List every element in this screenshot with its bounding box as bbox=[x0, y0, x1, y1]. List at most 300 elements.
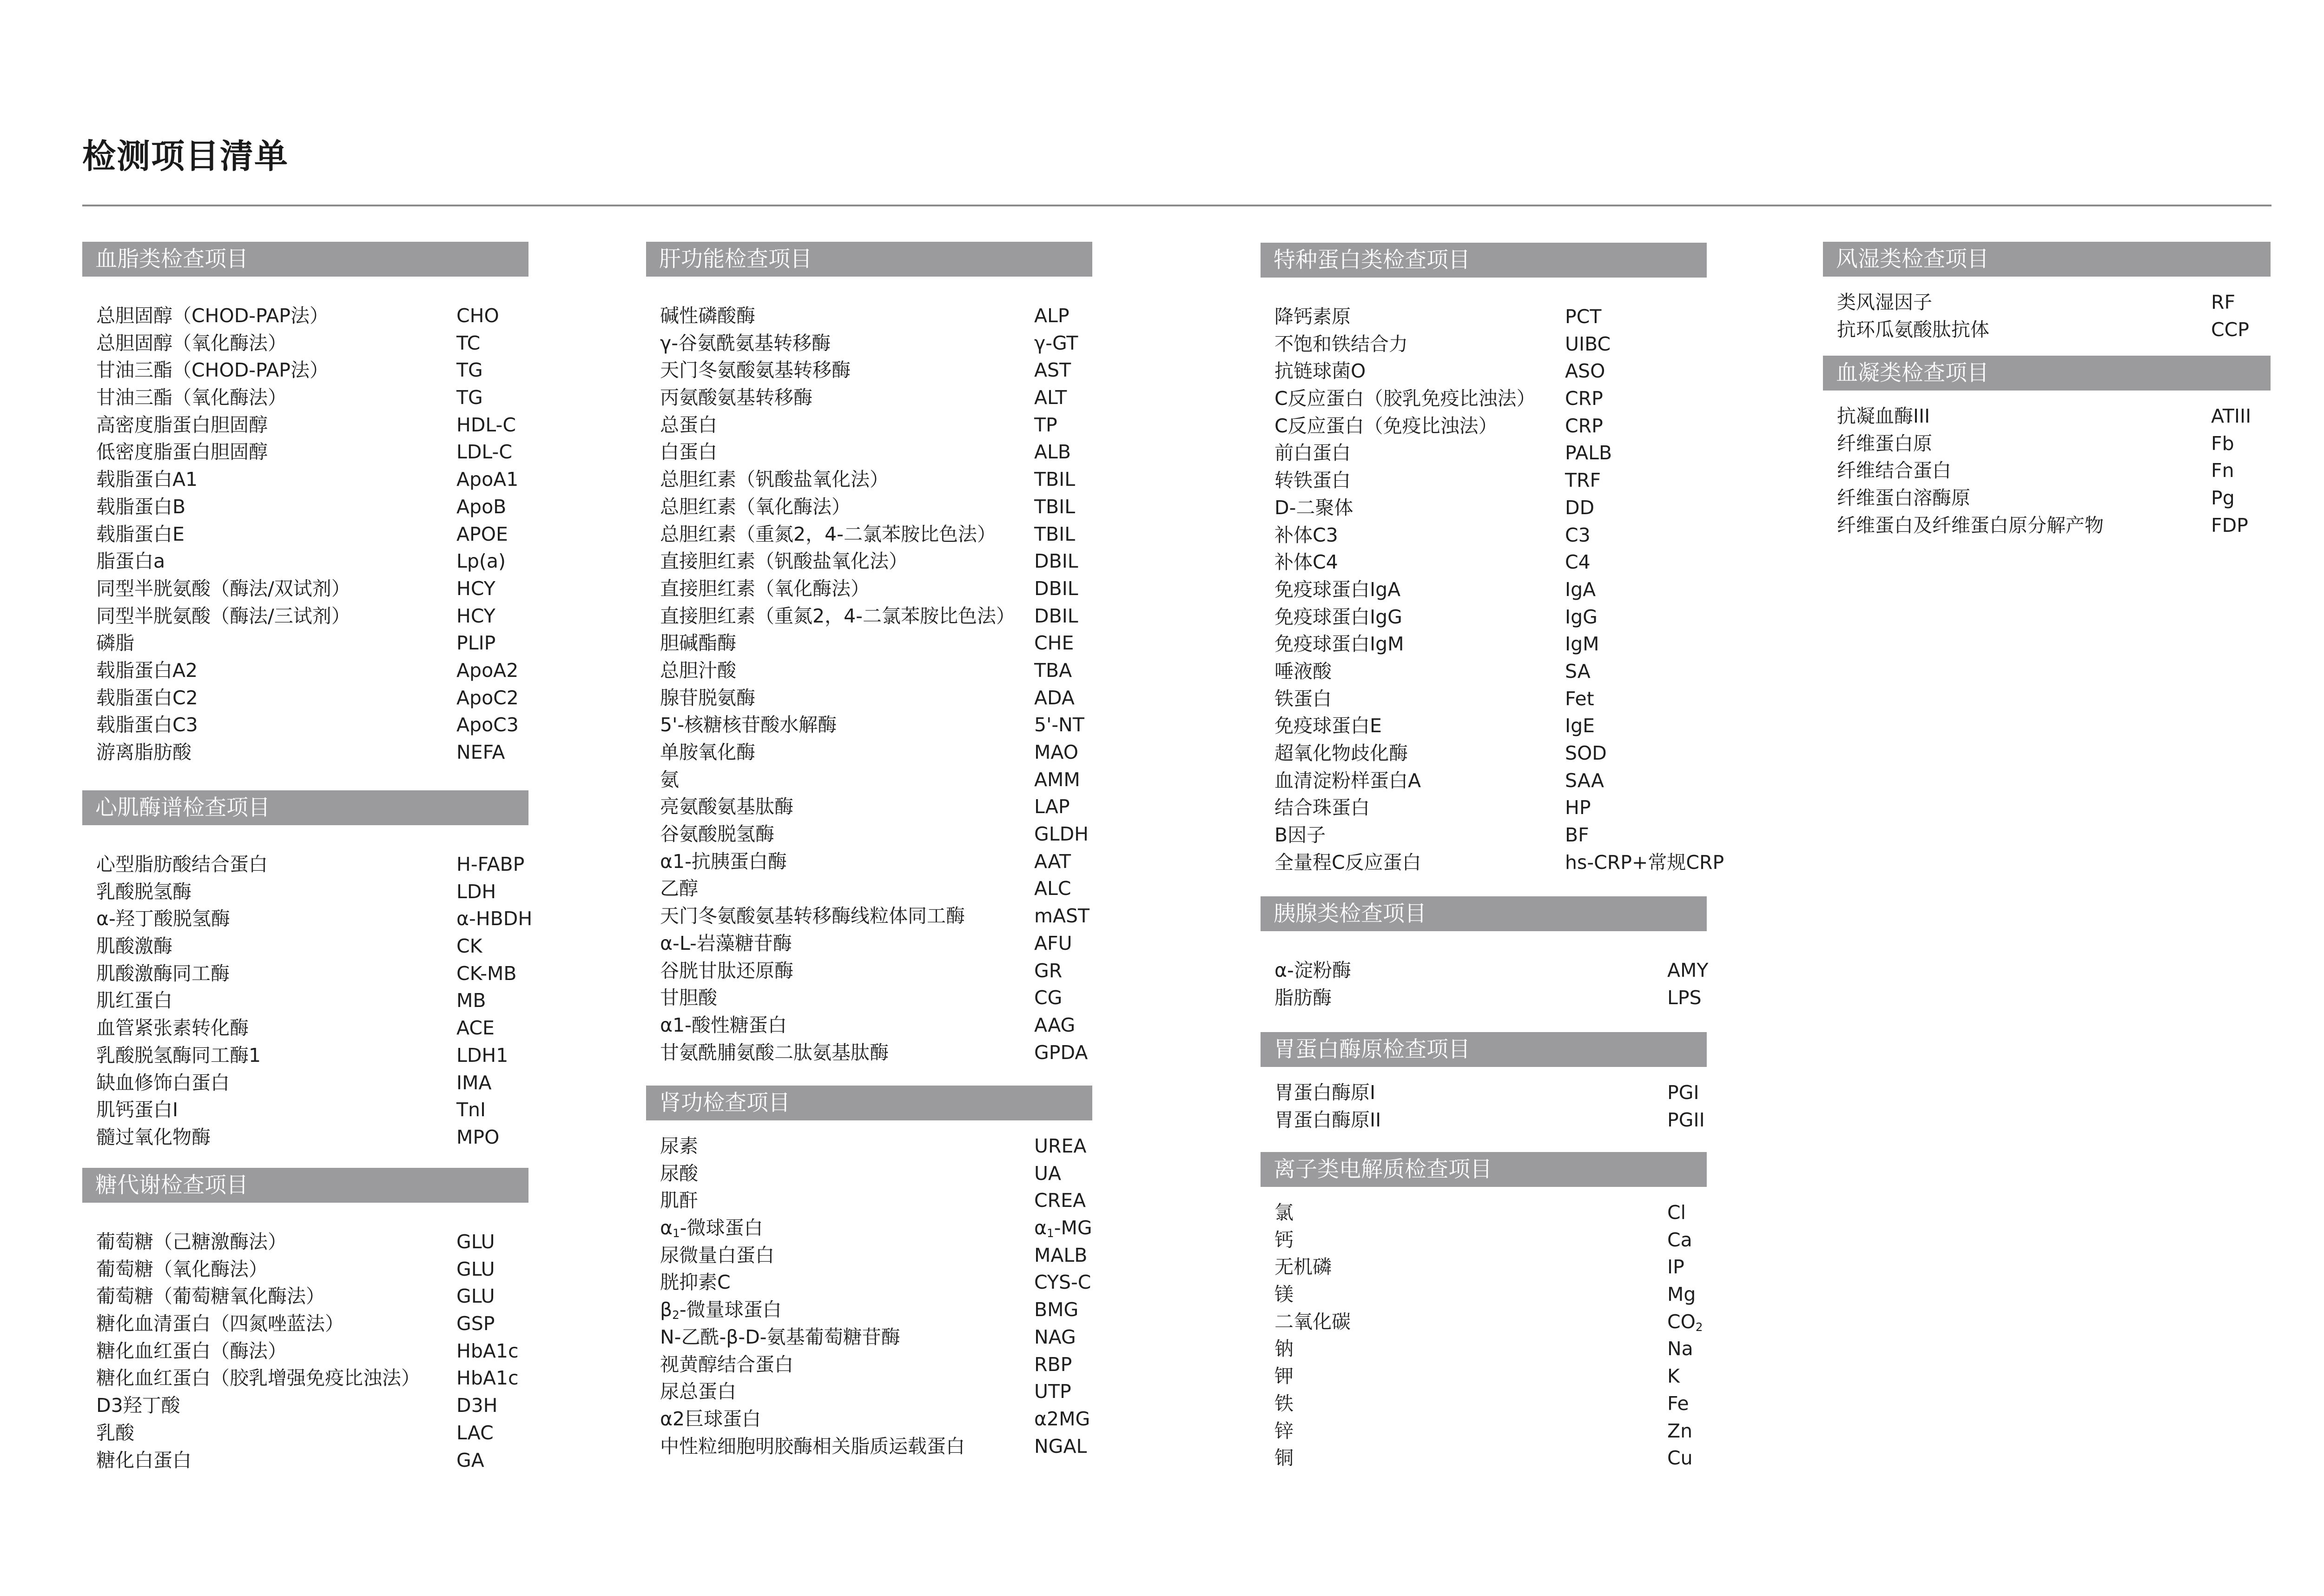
item-abbreviation: Cl bbox=[1667, 1201, 1686, 1224]
item-name: 前白蛋白 bbox=[1274, 442, 1351, 464]
list-item bbox=[660, 821, 1092, 848]
item-abbreviation: TRF bbox=[1565, 469, 1601, 492]
item-abbreviation: FDP bbox=[2211, 514, 2248, 536]
item-abbreviation: GPDA bbox=[1034, 1041, 1088, 1064]
item-name: 甘油三酯（CHOD-PAP法） bbox=[96, 359, 329, 382]
item-name: 类风湿因子 bbox=[1837, 291, 1932, 313]
list-item bbox=[96, 466, 528, 493]
item-name: 胱抑素C bbox=[660, 1271, 731, 1294]
item-name: N-乙酰-β-D-氨基葡萄糖苷酶 bbox=[660, 1325, 900, 1348]
item-abbreviation: IMA bbox=[456, 1071, 492, 1094]
item-name: 降钙素原 bbox=[1274, 305, 1351, 328]
list-item bbox=[96, 1283, 528, 1310]
list-item bbox=[660, 657, 1092, 684]
item-abbreviation: UA bbox=[1034, 1162, 1062, 1185]
item-name: 天门冬氨酸氨基转移酶 bbox=[660, 359, 851, 382]
section-kidney bbox=[646, 1086, 1092, 1460]
list-item bbox=[660, 1405, 1092, 1433]
item-name: 尿微量白蛋白 bbox=[660, 1244, 774, 1266]
list-item bbox=[660, 1378, 1092, 1405]
item-abbreviation: DBIL bbox=[1034, 577, 1078, 600]
item-abbreviation: α2MG bbox=[1034, 1407, 1090, 1430]
item-name: 唾液酸 bbox=[1274, 660, 1332, 682]
item-abbreviation: TnI bbox=[456, 1099, 486, 1121]
item-name: 超氧化物歧化酶 bbox=[1274, 742, 1408, 764]
item-abbreviation bbox=[1034, 1214, 1092, 1242]
list-item bbox=[660, 984, 1092, 1012]
item-abbreviation: LPS bbox=[1667, 986, 1702, 1009]
item-name-suffix: -微球蛋白 bbox=[680, 1217, 763, 1239]
item-name: 糖化血红蛋白（酶法） bbox=[96, 1339, 287, 1362]
item-name: 无机磷 bbox=[1274, 1256, 1332, 1278]
list-item bbox=[1274, 1444, 1707, 1472]
item-abbreviation: GLU bbox=[456, 1285, 495, 1308]
section-cardiac bbox=[82, 790, 533, 1151]
item-abbreviation: Fet bbox=[1565, 687, 1594, 710]
list-item bbox=[96, 657, 528, 684]
item-name: 锌 bbox=[1274, 1419, 1294, 1442]
list-item bbox=[96, 933, 528, 960]
section-header-pepsinogen: 胃蛋白酶原检查项目 bbox=[1261, 1032, 1707, 1067]
item-abbreviation: CK bbox=[456, 935, 482, 958]
item-abbreviation: TG bbox=[456, 359, 483, 382]
list-item bbox=[1274, 1079, 1707, 1106]
list-item bbox=[1274, 1106, 1707, 1134]
list-item bbox=[660, 684, 1092, 712]
item-abbreviation: ApoA2 bbox=[456, 659, 519, 682]
item-name: α-淀粉酶 bbox=[1274, 959, 1351, 981]
list-item bbox=[96, 438, 528, 466]
item-abbreviation: HCY bbox=[456, 577, 495, 600]
item-name: 乳酸脱氢酶同工酶1 bbox=[96, 1044, 261, 1066]
item-name: 腺苷脱氨酶 bbox=[660, 686, 755, 709]
item-name: α-L-岩藻糖苷酶 bbox=[660, 932, 792, 954]
section-header-pancreas: 胰腺类检查项目 bbox=[1261, 896, 1707, 931]
item-name: 尿酸 bbox=[660, 1162, 698, 1185]
item-name bbox=[660, 1214, 763, 1242]
list-item bbox=[660, 1187, 1092, 1214]
item-name: 铁 bbox=[1274, 1392, 1294, 1415]
list-item bbox=[96, 521, 528, 548]
item-abbreviation: HbA1c bbox=[456, 1339, 519, 1362]
item-abbreviation: ApoB bbox=[456, 495, 507, 518]
item-abbreviation: ALB bbox=[1034, 441, 1071, 464]
item-abbreviation: SA bbox=[1565, 660, 1591, 682]
item-abbreviation: Lp(a) bbox=[456, 550, 506, 573]
item-abbreviation: α-HBDH bbox=[456, 907, 533, 930]
item-abbreviation: UIBC bbox=[1565, 332, 1611, 355]
item-abbr-subscript: 1 bbox=[1047, 1226, 1054, 1240]
item-abbreviation: Pg bbox=[2211, 487, 2235, 510]
item-name: 纤维蛋白原 bbox=[1837, 432, 1932, 455]
item-abbreviation: NGAL bbox=[1034, 1435, 1087, 1457]
item-abbreviation: LDL-C bbox=[456, 441, 512, 464]
list-item bbox=[96, 987, 528, 1014]
list-item bbox=[96, 302, 528, 330]
item-name: 铜 bbox=[1274, 1447, 1294, 1470]
list-item bbox=[660, 1269, 1092, 1296]
list-item bbox=[1274, 984, 1707, 1012]
list-item bbox=[660, 575, 1092, 603]
list-item bbox=[1274, 821, 1707, 849]
item-list-glucose bbox=[82, 1228, 528, 1474]
item-abbreviation: MALB bbox=[1034, 1244, 1088, 1266]
item-name: 谷胱甘肽还原酶 bbox=[660, 959, 793, 982]
section-header-rheumatism: 风湿类检查项目 bbox=[1823, 242, 2271, 277]
item-name: 全量程C反应蛋白 bbox=[1274, 851, 1421, 874]
list-item bbox=[660, 793, 1092, 821]
item-abbreviation: CCP bbox=[2211, 318, 2249, 341]
list-item bbox=[1274, 794, 1707, 821]
list-item bbox=[96, 739, 528, 766]
list-item bbox=[96, 711, 528, 739]
list-item bbox=[96, 575, 528, 603]
item-abbreviation: GLU bbox=[456, 1258, 495, 1280]
item-list-coagulation bbox=[1823, 403, 2271, 539]
list-item bbox=[96, 1014, 528, 1042]
item-abbreviation: LDH bbox=[456, 880, 496, 903]
item-abbreviation: CRP bbox=[1565, 414, 1603, 437]
item-abbreviation: ACE bbox=[456, 1017, 495, 1040]
item-abbreviation: SAA bbox=[1565, 769, 1604, 792]
item-abbreviation: HDL-C bbox=[456, 413, 516, 436]
list-item bbox=[96, 851, 528, 878]
item-name: 载脂蛋白C2 bbox=[96, 686, 198, 709]
item-abbreviation: LAP bbox=[1034, 795, 1070, 818]
list-item bbox=[96, 1042, 528, 1069]
item-abbreviation: D3H bbox=[456, 1394, 498, 1417]
item-name: C反应蛋白（免疫比浊法） bbox=[1274, 414, 1498, 437]
item-abbreviation: K bbox=[1667, 1365, 1680, 1388]
item-name: 镁 bbox=[1274, 1283, 1294, 1306]
list-item bbox=[1274, 658, 1707, 685]
list-item bbox=[1274, 303, 1707, 331]
item-abbreviation: IP bbox=[1667, 1256, 1684, 1278]
section-header-coagulation: 血凝类检查项目 bbox=[1823, 356, 2271, 391]
list-item bbox=[1837, 512, 2271, 539]
list-item bbox=[1274, 1363, 1707, 1390]
item-name: 载脂蛋白A1 bbox=[96, 468, 198, 491]
item-abbreviation: LAC bbox=[456, 1421, 494, 1444]
item-abbreviation: GA bbox=[456, 1449, 484, 1471]
item-abbreviation: mAST bbox=[1034, 905, 1090, 927]
item-abbreviation: DBIL bbox=[1034, 604, 1078, 627]
list-item bbox=[660, 711, 1092, 739]
item-name: 总胆红素（钒酸盐氧化法） bbox=[660, 468, 889, 491]
item-abbreviation: PCT bbox=[1565, 305, 1602, 328]
item-abbreviation: H-FABP bbox=[456, 853, 525, 875]
item-name: 糖化血清蛋白（四氮唑蓝法） bbox=[96, 1312, 344, 1335]
list-item bbox=[96, 1310, 528, 1338]
item-abbreviation: CK-MB bbox=[456, 962, 517, 985]
section-special-protein bbox=[1261, 243, 1724, 876]
list-item bbox=[1274, 1417, 1707, 1445]
list-item bbox=[1274, 957, 1707, 984]
list-item bbox=[1274, 385, 1707, 412]
section-coagulation bbox=[1823, 356, 2271, 539]
list-item bbox=[660, 766, 1092, 794]
item-name: 免疫球蛋白E bbox=[1274, 715, 1382, 737]
item-list-lipid bbox=[82, 302, 528, 766]
list-item bbox=[660, 548, 1092, 575]
item-abbreviation: γ-GT bbox=[1034, 331, 1078, 354]
list-item bbox=[1274, 712, 1707, 740]
item-name: 直接胆红素（氧化酶法） bbox=[660, 577, 870, 600]
list-item bbox=[96, 1069, 528, 1097]
list-item bbox=[96, 1256, 528, 1283]
item-abbreviation: IgA bbox=[1565, 578, 1596, 601]
item-name: 单胺氧化酶 bbox=[660, 741, 755, 763]
section-liver bbox=[646, 242, 1092, 1066]
item-abbreviation: ALP bbox=[1034, 305, 1070, 327]
list-item bbox=[1274, 685, 1707, 713]
item-abbreviation: APOE bbox=[456, 523, 508, 545]
item-abbreviation: ALC bbox=[1034, 877, 1071, 900]
item-abbreviation: IgE bbox=[1565, 715, 1595, 737]
list-item bbox=[660, 957, 1092, 985]
item-abbreviation: DD bbox=[1565, 496, 1595, 519]
item-abbreviation: RF bbox=[2211, 291, 2236, 313]
list-item bbox=[96, 493, 528, 521]
item-list-liver bbox=[646, 302, 1092, 1066]
item-abbreviation: CHE bbox=[1034, 632, 1074, 655]
item-list-pepsinogen bbox=[1261, 1079, 1707, 1133]
item-name-prefix: β bbox=[660, 1298, 673, 1321]
list-item bbox=[660, 1433, 1092, 1460]
item-name: 总胆汁酸 bbox=[660, 659, 736, 682]
item-list-pancreas bbox=[1261, 957, 1707, 1011]
item-name: 免疫球蛋白IgM bbox=[1274, 633, 1404, 656]
item-abbreviation: AST bbox=[1034, 359, 1071, 382]
list-item bbox=[1274, 549, 1707, 576]
item-name: 总胆红素（重氮2，4-二氯苯胺比色法） bbox=[660, 523, 996, 545]
item-abbreviation: IgM bbox=[1565, 633, 1599, 656]
item-name bbox=[660, 1296, 782, 1324]
list-item bbox=[96, 1096, 528, 1124]
item-abbreviation: ATIII bbox=[2211, 405, 2251, 427]
item-name: 肌酸激酶 bbox=[96, 935, 172, 958]
item-name: 总蛋白 bbox=[660, 413, 717, 436]
list-item bbox=[96, 357, 528, 384]
item-name: 葡萄糖（氧化酶法） bbox=[96, 1258, 268, 1280]
item-abbreviation: Fb bbox=[2211, 432, 2234, 455]
section-header-kidney: 肾功检查项目 bbox=[646, 1086, 1092, 1120]
item-abbr-subscript: 2 bbox=[1695, 1320, 1703, 1334]
item-name: 尿素 bbox=[660, 1135, 698, 1157]
item-name: 载脂蛋白E bbox=[96, 523, 185, 545]
list-item bbox=[1274, 576, 1707, 603]
item-abbreviation: TG bbox=[456, 386, 483, 409]
item-name: 髓过氧化物酶 bbox=[96, 1126, 211, 1148]
list-item bbox=[1837, 484, 2271, 512]
item-name-subscript: 2 bbox=[672, 1308, 680, 1322]
list-item bbox=[660, 930, 1092, 957]
item-name: 天门冬氨酸氨基转移酶线粒体同工酶 bbox=[660, 905, 965, 927]
item-list-kidney bbox=[646, 1132, 1092, 1460]
list-item bbox=[96, 603, 528, 630]
item-name: 直接胆红素（钒酸盐氧化法） bbox=[660, 550, 908, 573]
list-item bbox=[96, 1392, 528, 1419]
item-name: 氯 bbox=[1274, 1201, 1294, 1224]
item-name: 白蛋白 bbox=[660, 441, 717, 464]
list-item bbox=[96, 684, 528, 712]
section-rheumatism bbox=[1823, 242, 2271, 343]
item-abbreviation: UTP bbox=[1034, 1380, 1071, 1403]
item-abbreviation: PLIP bbox=[456, 632, 496, 655]
list-item bbox=[96, 1447, 528, 1474]
item-name: 中性粒细胞明胶酶相关脂质运载蛋白 bbox=[660, 1435, 965, 1457]
section-header-lipid: 血脂类检查项目 bbox=[82, 242, 528, 277]
item-name: 尿总蛋白 bbox=[660, 1380, 736, 1403]
item-abbreviation: BMG bbox=[1034, 1298, 1079, 1321]
item-abbreviation: Na bbox=[1667, 1338, 1693, 1360]
item-abbreviation: PALB bbox=[1565, 442, 1612, 464]
page-title: 检测项目清单 bbox=[82, 137, 289, 176]
section-header-glucose: 糖代谢检查项目 bbox=[82, 1168, 528, 1203]
item-name: 甘胆酸 bbox=[660, 987, 717, 1009]
item-name: α2巨球蛋白 bbox=[660, 1407, 761, 1430]
item-abbreviation: HbA1c bbox=[456, 1367, 519, 1390]
item-name: 钙 bbox=[1274, 1228, 1294, 1251]
item-name-subscript: 1 bbox=[673, 1226, 680, 1240]
item-name: 心型脂肪酸结合蛋白 bbox=[96, 853, 268, 875]
item-abbreviation: PGII bbox=[1667, 1108, 1705, 1131]
list-item bbox=[1274, 412, 1707, 440]
item-name: D3羟丁酸 bbox=[96, 1394, 180, 1417]
item-name: C反应蛋白（胶乳免疫比浊法） bbox=[1274, 387, 1536, 410]
list-item bbox=[1274, 1308, 1707, 1336]
list-item bbox=[96, 905, 533, 933]
item-name: 抗链球菌O bbox=[1274, 360, 1366, 383]
list-item bbox=[96, 384, 528, 411]
item-abbreviation: Fe bbox=[1667, 1392, 1689, 1415]
list-item bbox=[96, 1364, 528, 1392]
list-item bbox=[1274, 494, 1707, 522]
item-abbreviation: Fn bbox=[2211, 459, 2234, 482]
section-lipid bbox=[82, 242, 528, 766]
list-item bbox=[660, 357, 1092, 384]
item-name: 缺血修饰白蛋白 bbox=[96, 1071, 230, 1094]
item-abbreviation: Zn bbox=[1667, 1419, 1693, 1442]
item-name: 血清淀粉样蛋白A bbox=[1274, 769, 1421, 792]
list-item bbox=[1274, 439, 1707, 467]
item-list-cardiac bbox=[82, 851, 533, 1151]
item-name: 补体C3 bbox=[1274, 523, 1338, 546]
list-item bbox=[660, 330, 1092, 357]
list-item bbox=[1837, 457, 2271, 484]
item-name: 丙氨酸氨基转移酶 bbox=[660, 386, 812, 409]
item-abbreviation: AFU bbox=[1034, 932, 1072, 954]
list-item bbox=[1274, 630, 1707, 658]
list-item bbox=[660, 384, 1092, 411]
list-item bbox=[1274, 1281, 1707, 1308]
item-name: 谷氨酸脱氢酶 bbox=[660, 823, 774, 846]
list-item bbox=[1274, 467, 1707, 494]
list-item bbox=[660, 603, 1092, 630]
item-name: 肌红蛋白 bbox=[96, 989, 172, 1012]
item-name: 转铁蛋白 bbox=[1274, 469, 1351, 492]
item-abbreviation: MAO bbox=[1034, 741, 1078, 763]
list-item bbox=[96, 1338, 528, 1365]
item-abbreviation: CG bbox=[1034, 987, 1063, 1009]
list-item bbox=[96, 330, 528, 357]
list-item bbox=[1274, 1253, 1707, 1281]
item-abbreviation: Cu bbox=[1667, 1447, 1693, 1470]
item-abbreviation: GLU bbox=[456, 1231, 495, 1253]
list-item bbox=[1837, 316, 2271, 344]
list-item bbox=[1274, 358, 1707, 385]
list-item bbox=[660, 902, 1092, 930]
item-abbreviation: TBA bbox=[1034, 659, 1072, 682]
section-glucose bbox=[82, 1168, 528, 1474]
item-abbreviation: IgG bbox=[1565, 605, 1598, 628]
item-name: 甘氨酰脯氨酸二肽氨基肽酶 bbox=[660, 1041, 889, 1064]
list-item bbox=[660, 1012, 1092, 1039]
item-abbreviation: BF bbox=[1565, 824, 1589, 847]
item-abbreviation: ADA bbox=[1034, 686, 1075, 709]
item-abbreviation: TBIL bbox=[1034, 523, 1076, 545]
item-abbreviation: CYS-C bbox=[1034, 1271, 1091, 1294]
list-item bbox=[660, 302, 1092, 330]
item-name: 二氧化碳 bbox=[1274, 1310, 1351, 1333]
list-item bbox=[660, 1132, 1092, 1160]
item-abbreviation: ApoC2 bbox=[456, 686, 519, 709]
item-name: 纤维蛋白溶酶原 bbox=[1837, 487, 1970, 510]
item-name: 同型半胱氨酸（酶法/三试剂） bbox=[96, 604, 350, 627]
item-name: 总胆固醇（氧化酶法） bbox=[96, 331, 287, 354]
item-name: 直接胆红素（重氮2，4-二氯苯胺比色法） bbox=[660, 604, 1015, 627]
item-abbreviation: TBIL bbox=[1034, 468, 1076, 491]
item-abbreviation: HP bbox=[1565, 796, 1591, 819]
item-name: 脂蛋白a bbox=[96, 550, 165, 573]
list-item bbox=[660, 1242, 1092, 1269]
item-abbreviation: TBIL bbox=[1034, 495, 1076, 518]
section-electrolyte bbox=[1261, 1152, 1707, 1472]
item-abbreviation: MB bbox=[456, 989, 486, 1012]
section-pepsinogen bbox=[1261, 1032, 1707, 1133]
list-item bbox=[1274, 1390, 1707, 1417]
list-item bbox=[1274, 849, 1724, 876]
item-abbreviation bbox=[1667, 1308, 1703, 1336]
item-abbreviation: 5'-NT bbox=[1034, 714, 1084, 736]
item-abbreviation: C4 bbox=[1565, 551, 1591, 574]
item-name: 甘油三酯（氧化酶法） bbox=[96, 386, 287, 409]
item-name: 肌酐 bbox=[660, 1189, 698, 1212]
item-abbreviation: NEFA bbox=[456, 741, 505, 763]
item-abbreviation: TC bbox=[456, 331, 481, 354]
list-item bbox=[1837, 289, 2271, 316]
list-item bbox=[660, 848, 1092, 875]
item-abbr-prefix: α bbox=[1034, 1217, 1047, 1239]
item-name: 纤维结合蛋白 bbox=[1837, 459, 1951, 482]
item-abbr-suffix: -MG bbox=[1054, 1217, 1092, 1239]
list-item bbox=[96, 1124, 528, 1151]
item-name: 肌钙蛋白I bbox=[96, 1099, 178, 1121]
item-name: 5'-核糖核苷酸水解酶 bbox=[660, 714, 837, 736]
item-abbreviation: ASO bbox=[1565, 360, 1605, 383]
list-item bbox=[660, 1160, 1092, 1187]
item-abbreviation: AMM bbox=[1034, 768, 1080, 791]
item-name: 免疫球蛋白IgA bbox=[1274, 578, 1401, 601]
list-item bbox=[660, 739, 1092, 766]
item-abbreviation: Ca bbox=[1667, 1228, 1692, 1251]
item-abbreviation: ApoC3 bbox=[456, 714, 519, 736]
list-item bbox=[96, 1228, 528, 1256]
item-name: 不饱和铁结合力 bbox=[1274, 332, 1408, 355]
section-header-cardiac: 心肌酶谱检查项目 bbox=[82, 790, 528, 825]
item-name: 免疫球蛋白IgG bbox=[1274, 605, 1402, 628]
list-item bbox=[1837, 430, 2271, 457]
